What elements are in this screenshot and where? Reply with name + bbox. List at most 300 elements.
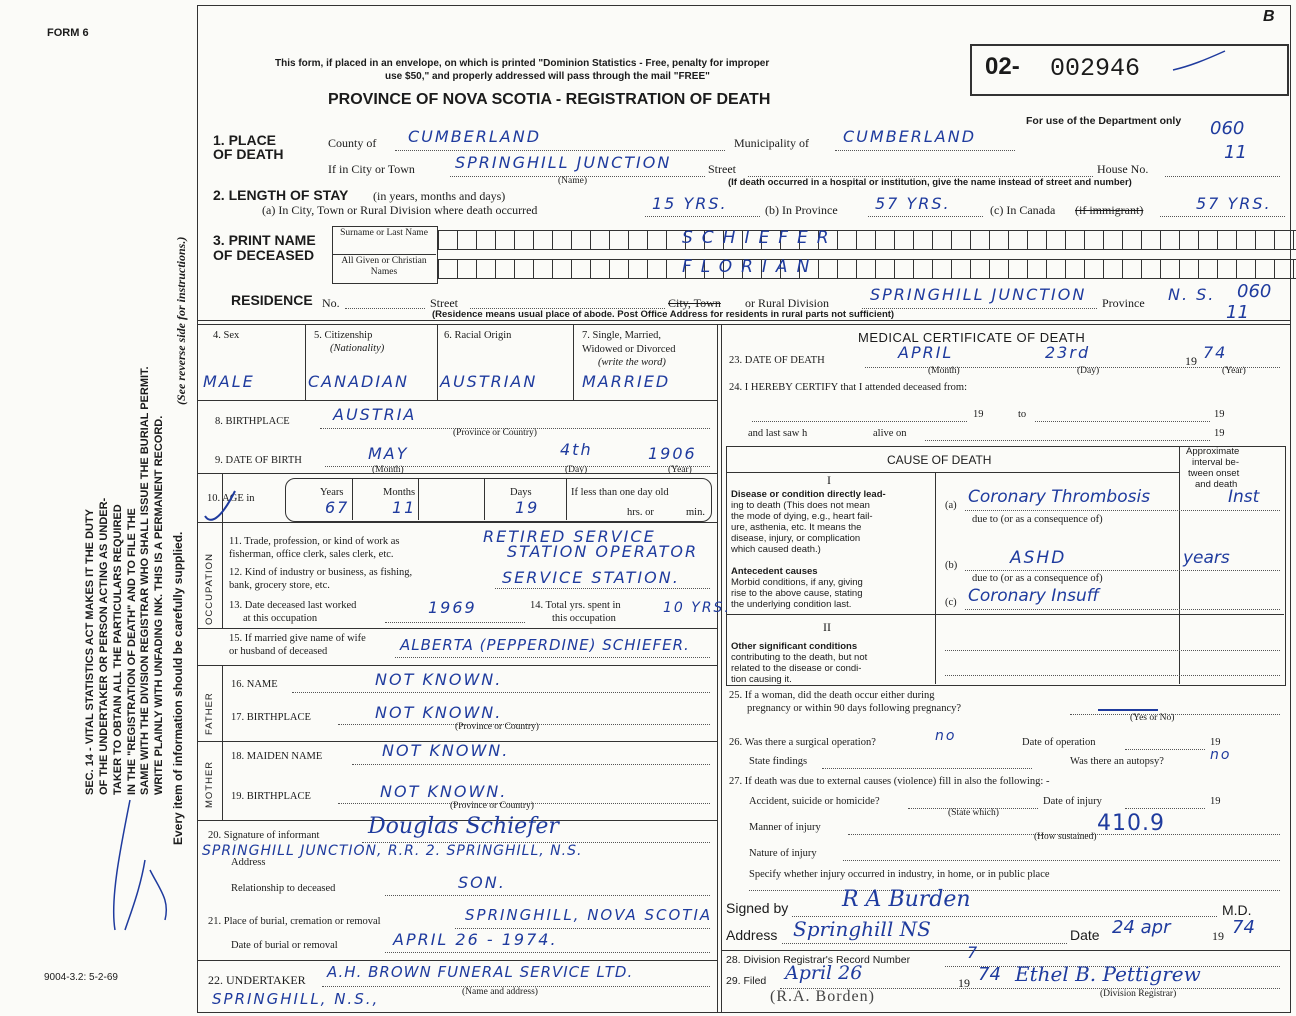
residence-province-label: Province — [1102, 296, 1145, 310]
nature-label: Nature of injury — [749, 848, 817, 859]
direct-1: Disease or condition directly lead- — [731, 489, 886, 500]
other-2: contributing to the death, but not — [731, 652, 868, 663]
dod-year: 74 — [1203, 343, 1228, 362]
form-top-border — [197, 5, 1290, 6]
trade-label-2: fisherman, office clerk, sales clerk, etc. — [229, 549, 394, 560]
stay-c-strike: (if immigrant) — [1075, 203, 1144, 217]
letter-cell — [1275, 259, 1294, 279]
stay-a-line — [645, 216, 760, 217]
letter-cell — [1275, 230, 1294, 250]
q25-answer-dash — [1098, 709, 1158, 711]
dob-year-caption: (Year) — [668, 465, 692, 475]
informant-address: SPRINGHILL JUNCTION, R.R. 2. SPRINGHILL, N.S. — [202, 843, 583, 859]
manner-label: Manner of injury — [749, 822, 821, 833]
letter-cell — [534, 230, 553, 250]
spouse-label-2: or husband of deceased — [229, 646, 328, 657]
municipality-label: Municipality of — [734, 136, 809, 150]
margin-text-4: IN THE "REGISTRATION OF DEATH" AND TO FILE THE — [126, 508, 138, 795]
letter-cell — [477, 259, 496, 279]
grid-line — [197, 400, 717, 401]
cause-b-interval: years — [1183, 548, 1230, 568]
burial-place-value: SPRINGHILL, NOVA SCOTIA — [465, 906, 713, 924]
county-value: CUMBERLAND — [408, 127, 542, 146]
injury-date-line — [1125, 808, 1205, 809]
margin-text-6: WRITE PLAINLY WITH UNFADING INK. THIS IS A PERMANENT RECORD. — [153, 415, 165, 795]
letter-cell — [1009, 259, 1028, 279]
letter-cell — [857, 230, 876, 250]
manner-code: 410.9 — [1097, 811, 1165, 836]
residence-label: RESIDENCE — [231, 292, 313, 308]
burial-place-label: 21. Place of burial, cremation or removal — [208, 916, 381, 927]
city-caption: (Name) — [558, 176, 588, 186]
surname-label: Surname or Last Name — [340, 228, 428, 238]
age-min-label: min. — [686, 507, 705, 518]
letter-cell — [1085, 259, 1104, 279]
op-19: 19 — [1210, 737, 1221, 748]
given-grid — [438, 259, 1296, 279]
letter-cell — [572, 230, 591, 250]
letter-cell — [857, 259, 876, 279]
divider-registrar — [721, 950, 1290, 951]
grid-line — [222, 665, 223, 820]
county-label: County of — [328, 136, 377, 150]
margin-text-7: Every item of information should be carefully supplied. — [171, 531, 185, 845]
antecedent-1: Antecedent causes — [731, 566, 818, 577]
trade-value-2: STATION OPERATOR — [507, 542, 699, 561]
total-value: 10 YRS. — [663, 600, 731, 616]
spouse-label-1: 15. If married give name of wife — [229, 633, 366, 644]
divider-residence-2 — [197, 324, 1290, 325]
how-sustained: (How sustained) — [1034, 832, 1097, 842]
origin-label: 6. Racial Origin — [444, 330, 512, 341]
grid-line — [418, 478, 419, 520]
city-label: If in City or Town — [328, 162, 415, 176]
reg-check-mark — [1170, 48, 1230, 78]
letter-cell — [1180, 259, 1199, 279]
margin-text-3: TAKER TO OBTAIN ALL THE PARTICULARS REQUIRED — [112, 504, 124, 795]
birthplace-label: 8. BIRTHPLACE — [215, 416, 290, 427]
signed-label: Signed by — [726, 900, 789, 916]
letter-cell — [895, 230, 914, 250]
mother-maiden-line — [352, 764, 710, 765]
letter-cell — [952, 259, 971, 279]
postal-notice-2: use $50," and properly addressed will pass through the mail "FREE" — [385, 71, 710, 82]
alive-on: alive on — [873, 428, 907, 439]
grid-line — [197, 522, 717, 523]
age-label: 10. AGE in — [207, 493, 255, 504]
father-birthplace-value: NOT KNOWN. — [375, 703, 503, 722]
letter-cell — [876, 259, 895, 279]
spouse-value: ALBERTA (PEPPERDINE) SCHIEFER. — [400, 636, 690, 654]
margin-text-1: SEC. 14 - VITAL STATISTICS ACT MAKES IT THE DUTY — [84, 508, 96, 795]
letter-cell — [438, 259, 458, 279]
attend-to-line — [1035, 421, 1210, 422]
grid-line — [484, 478, 485, 520]
last-worked-label-2: at this occupation — [243, 613, 318, 624]
municipality-value: CUMBERLAND — [843, 127, 977, 146]
cause-a-value: Coronary Thrombosis — [968, 487, 1151, 507]
undertaker-town: SPRINGHILL, N.S., — [212, 990, 380, 1008]
letter-cell — [1104, 259, 1123, 279]
grid-line — [305, 324, 306, 400]
letter-cell — [629, 259, 648, 279]
letter-cell — [933, 230, 952, 250]
stay-a-label: (a) In City, Town or Rural Division where death occurred — [262, 203, 538, 217]
place-of-death-label: 1. PLACE OF DEATH — [213, 132, 284, 162]
cause-title: CAUSE OF DEATH — [887, 453, 992, 467]
grid-line — [726, 614, 1284, 615]
grid-line — [1179, 446, 1180, 684]
spouse-line — [395, 657, 710, 658]
residence-no-label: No. — [322, 296, 340, 310]
relationship-line — [385, 895, 710, 896]
medical-year-prefix: 19 — [1212, 929, 1224, 943]
form-bottom-border — [197, 1012, 1290, 1013]
informant-signature: Douglas Schiefer — [368, 814, 559, 839]
q25-line-2: pregnancy or within 90 days following pregnancy? — [747, 703, 962, 714]
letter-cell — [1199, 259, 1218, 279]
letter-cell — [591, 259, 610, 279]
letter-cell — [1104, 230, 1123, 250]
citizenship-value: CANADIAN — [308, 372, 409, 391]
letter-cell — [496, 230, 515, 250]
mother-birthplace-label: 19. BIRTHPLACE — [231, 791, 311, 802]
letter-cell — [629, 230, 648, 250]
father-name-line — [292, 692, 710, 693]
age-years: 67 — [325, 498, 350, 517]
father-side-label: FATHER — [204, 692, 215, 735]
burial-date-label: Date of burial or removal — [231, 940, 338, 951]
grid-line — [566, 478, 567, 520]
letter-cell — [496, 259, 515, 279]
given-value: FLORIAN — [682, 257, 819, 277]
letter-cell — [990, 259, 1009, 279]
form-right-border — [1290, 5, 1291, 1013]
last-worked-line — [385, 622, 525, 623]
total-label-2: this occupation — [552, 613, 616, 624]
letter-cell — [553, 259, 572, 279]
letter-cell — [990, 230, 1009, 250]
letter-cell — [1180, 230, 1199, 250]
dod-month: APRIL — [898, 343, 954, 362]
medical-address: Springhill NS — [793, 917, 931, 941]
informant-sig-label: 20. Signature of informant — [208, 830, 320, 841]
letter-cell — [838, 259, 857, 279]
dob-month-caption: (Month) — [372, 465, 404, 475]
letter-cell — [1161, 230, 1180, 250]
age-hrs-label: hrs. or — [627, 507, 654, 518]
divider-medical — [717, 324, 718, 1012]
attend-label: 24. I HEREBY CERTIFY that I attended deceased from: — [729, 382, 967, 393]
letter-cell — [1237, 230, 1256, 250]
medical-address-label: Address — [726, 927, 778, 943]
letter-cell — [1066, 259, 1085, 279]
stay-b-line — [868, 216, 983, 217]
injury-19: 19 — [1210, 796, 1221, 807]
dod-year-caption: (Year) — [1222, 366, 1246, 376]
medical-address-line — [782, 943, 1067, 944]
corner-mark: B — [1263, 8, 1275, 25]
letter-cell — [914, 230, 933, 250]
mother-birthplace-value: NOT KNOWN. — [380, 782, 508, 801]
father-name-label: 16. NAME — [231, 679, 278, 690]
medical-title: MEDICAL CERTIFICATE OF DEATH — [858, 330, 1086, 345]
specify-label: Specify whether injury occurred in industry, in home, or in public place — [749, 869, 1050, 880]
marital-label-3: (write the word) — [598, 357, 666, 368]
letter-cell — [914, 259, 933, 279]
letter-cell — [1066, 230, 1085, 250]
dept-code-1: 060 — [1210, 118, 1245, 139]
letter-cell — [1047, 259, 1066, 279]
dod-day: 23rd — [1045, 343, 1091, 362]
filed-year-prefix: 19 — [958, 976, 970, 990]
origin-value: AUSTRIAN — [440, 372, 538, 391]
letter-cell — [819, 259, 838, 279]
stay-b-value: 57 YRS. — [875, 194, 951, 213]
direct-6: which caused death.) — [731, 544, 821, 555]
margin-text-2: OF THE UNDERTAKER OR PERSON ACTING AS UNDER- — [98, 497, 110, 795]
residence-division: SPRINGHILL JUNCTION — [870, 285, 1087, 304]
cause-b-mark: (b) — [945, 560, 958, 571]
letter-cell — [648, 230, 667, 250]
letter-cell — [876, 230, 895, 250]
filed-value: April 26 — [785, 962, 863, 984]
birthplace-caption: (Province or Country) — [453, 428, 537, 438]
grid-line — [197, 473, 717, 474]
dept-code-3: 060 — [1237, 281, 1272, 302]
findings-label: State findings — [749, 756, 808, 767]
letter-cell — [477, 230, 496, 250]
cause-b-value: ASHD — [1010, 548, 1067, 568]
print-code: 9004-3.2: 5-2-69 — [44, 972, 118, 983]
q26-answer: no — [935, 728, 957, 744]
medical-date-label: Date — [1070, 927, 1100, 943]
house-label: House No. — [1097, 162, 1149, 176]
dod-day-caption: (Day) — [1077, 366, 1100, 376]
house-line — [1165, 176, 1280, 177]
nature-line — [843, 860, 1280, 861]
part-ii: II — [823, 620, 831, 634]
cause-a-mark: (a) — [945, 500, 957, 511]
q26-label: 26. Was there a surgical operation? — [729, 737, 876, 748]
letter-cell — [438, 230, 458, 250]
interval-1: Approximate — [1186, 446, 1240, 457]
undertaker-name: A.H. BROWN FUNERAL SERVICE LTD. — [327, 963, 634, 981]
mother-maiden-value: NOT KNOWN. — [382, 741, 510, 760]
antecedent-3: rise to the above cause, stating — [731, 588, 863, 599]
letter-cell — [553, 230, 572, 250]
dept-code-4: 11 — [1226, 302, 1249, 323]
form-number: FORM 6 — [47, 27, 89, 39]
county-line — [395, 150, 725, 151]
injury-date-label: Date of injury — [1043, 796, 1102, 807]
informant-address-label: Address — [231, 857, 266, 868]
medical-date: 24 apr — [1112, 917, 1171, 938]
grid-line — [935, 472, 936, 684]
letter-cell — [515, 259, 534, 279]
cause-c-line — [965, 609, 1280, 610]
grid-line — [197, 665, 717, 666]
margin-text-5: SAME WITH THE DIVISION REGISTRAR WHO SHALL ISSUE THE BURIAL PERMIT. — [139, 366, 151, 795]
given-label: All Given or Christian Names — [341, 256, 427, 277]
margin-text-8: (See reverse side for instructions.) — [174, 236, 188, 405]
grid-line — [352, 478, 353, 520]
stay-sub: (in years, months and days) — [373, 189, 506, 203]
findings-line — [822, 768, 1032, 769]
trade-value-1: RETIRED SERVICE — [483, 527, 656, 546]
divider-medical-2 — [721, 324, 722, 1012]
registrar-caption: (Division Registrar) — [1100, 989, 1177, 999]
stay-c-label: (c) In Canada — [990, 203, 1056, 217]
citizenship-label: 5. Citizenship — [314, 330, 373, 341]
industry-label-2: bank, grocery store, etc. — [229, 580, 330, 591]
md-label: M.D. — [1222, 902, 1252, 918]
sex-label: 4. Sex — [213, 330, 240, 341]
industry-value: SERVICE STATION. — [502, 568, 680, 587]
due-to-2: due to (or as a consequence of) — [972, 573, 1103, 584]
citizenship-sub: (Nationality) — [330, 343, 385, 354]
letter-cell — [1199, 230, 1218, 250]
due-to-1: due to (or as a consequence of) — [972, 514, 1103, 525]
stay-a-value: 15 YRS. — [652, 194, 728, 213]
dept-code-2: 11 — [1224, 142, 1247, 163]
occupation-side-label: OCCUPATION — [204, 553, 215, 625]
check-mark — [200, 486, 240, 526]
residence-division-line — [862, 308, 1097, 309]
stay-c-line — [1160, 216, 1285, 217]
letter-cell — [1123, 230, 1142, 250]
grid-line — [437, 324, 438, 400]
antecedent-4: the underlying condition last. — [731, 599, 852, 610]
letter-cell — [971, 259, 990, 279]
stay-c-value: 57 YRS. — [1196, 194, 1272, 213]
last-worked-label-1: 13. Date deceased last worked — [229, 600, 357, 611]
op-date-label: Date of operation — [1022, 737, 1096, 748]
other-line-1 — [945, 650, 1280, 651]
age-months-label: Months — [383, 487, 416, 498]
residence-strike: City, Town — [668, 296, 721, 310]
dob-day: 4th — [560, 440, 593, 459]
attend-19a: 19 — [973, 409, 984, 420]
letter-cell — [1028, 259, 1047, 279]
cause-b-line — [965, 570, 1280, 571]
dob-day-caption: (Day) — [565, 465, 588, 475]
letter-cell — [971, 230, 990, 250]
dept-use-label: For use of the Department only — [1026, 115, 1182, 127]
dob-label: 9. DATE OF BIRTH — [215, 455, 302, 466]
last-saw: and last saw h — [748, 428, 808, 439]
margin-pen-scribble — [90, 790, 180, 940]
reg-prefix: 02- — [985, 53, 1020, 80]
divider-residence — [197, 320, 1290, 321]
other-line-2 — [945, 675, 1280, 676]
letter-cell — [458, 230, 477, 250]
op-date-line — [1125, 749, 1205, 750]
attend-from-line — [752, 421, 967, 422]
reg-number: 002946 — [1050, 54, 1141, 83]
record-value: 7 — [967, 943, 980, 962]
father-name-value: NOT KNOWN. — [375, 670, 503, 689]
residence-no-line — [345, 308, 425, 309]
letter-cell — [1123, 259, 1142, 279]
antecedent-2: Morbid conditions, if any, giving — [731, 577, 863, 588]
medical-year: 74 — [1232, 917, 1255, 938]
letter-cell — [1028, 230, 1047, 250]
surname-grid — [438, 230, 1296, 250]
letter-cell — [458, 259, 477, 279]
total-label-1: 14. Total yrs. spent in — [530, 600, 621, 611]
q27-label: 27. If death was due to external causes (violence) fill in also the following: - — [729, 776, 1050, 787]
registrar-signature: Ethel B. Pettigrew — [1015, 962, 1201, 986]
attend-to: to — [1018, 409, 1027, 420]
letter-cell — [515, 230, 534, 250]
relationship-value: SON. — [458, 873, 506, 892]
city-value: SPRINGHILL JUNCTION — [455, 153, 672, 172]
filed-year: 74 — [978, 964, 1001, 985]
burial-date-line — [385, 952, 710, 953]
marital-value: MARRIED — [582, 372, 671, 391]
grid-line — [222, 522, 223, 628]
letter-cell — [1218, 230, 1237, 250]
hospital-note: (If death occurred in a hospital or institution, give the name instead of street and number) — [728, 177, 1132, 188]
letter-cell — [1256, 230, 1275, 250]
form-title: PROVINCE OF NOVA SCOTIA - REGISTRATION OF DEATH — [328, 91, 771, 108]
letter-cell — [1009, 230, 1028, 250]
residence-division-label: or Rural Division — [745, 296, 829, 310]
letter-cell — [933, 259, 952, 279]
letter-cell — [952, 230, 971, 250]
letter-cell — [610, 230, 629, 250]
direct-5: disease, injury, or complication — [731, 533, 861, 544]
q25-line-1: 25. If a woman, did the death occur either during — [729, 690, 935, 701]
direct-4: ure, asthenia, etc. It means the — [731, 522, 862, 533]
age-months: 11 — [392, 498, 417, 517]
street-label: Street — [708, 162, 736, 176]
father-birthplace-label: 17. BIRTHPLACE — [231, 712, 311, 723]
birthplace-value: AUSTRIA — [333, 405, 417, 424]
postal-notice-1: This form, if placed in an envelope, on which is printed "Dominion Statistics - Free, penalty for improper — [275, 58, 770, 69]
residence-street-label: Street — [430, 296, 458, 310]
attend-19c: 19 — [1214, 428, 1225, 439]
letter-cell — [1047, 230, 1066, 250]
surname-value: SCHIEFER — [682, 228, 838, 248]
age-days: 19 — [515, 498, 540, 517]
mother-maiden-label: 18. MAIDEN NAME — [231, 751, 323, 762]
letter-cell — [648, 259, 667, 279]
industry-line — [495, 588, 710, 589]
md-name-parenthetical: (R.A. Borden) — [770, 988, 875, 1005]
name-label: 3. PRINT NAME OF DECEASED — [213, 232, 316, 263]
dod-month-caption: (Month) — [928, 366, 960, 376]
direct-2: ing to death (This does not mean — [731, 500, 870, 511]
autopsy-label: Was there an autopsy? — [1070, 756, 1164, 767]
letter-cell — [1161, 259, 1180, 279]
industry-label-1: 12. Kind of industry or business, as fishing, — [229, 567, 413, 578]
letter-cell — [1085, 230, 1104, 250]
yes-no-caption: (Yes or No) — [1130, 713, 1175, 723]
marital-label-1: 7. Single, Married, — [582, 330, 662, 341]
interval-4: and death — [1195, 479, 1238, 490]
letter-cell — [610, 259, 629, 279]
letter-cell — [895, 259, 914, 279]
letter-cell — [534, 259, 553, 279]
municipality-line — [835, 150, 1015, 151]
last-worked-value: 1969 — [428, 598, 477, 617]
attend-19b: 19 — [1214, 409, 1225, 420]
grid-line — [332, 254, 436, 255]
residence-province: N. S. — [1168, 285, 1216, 304]
letter-cell — [572, 259, 591, 279]
